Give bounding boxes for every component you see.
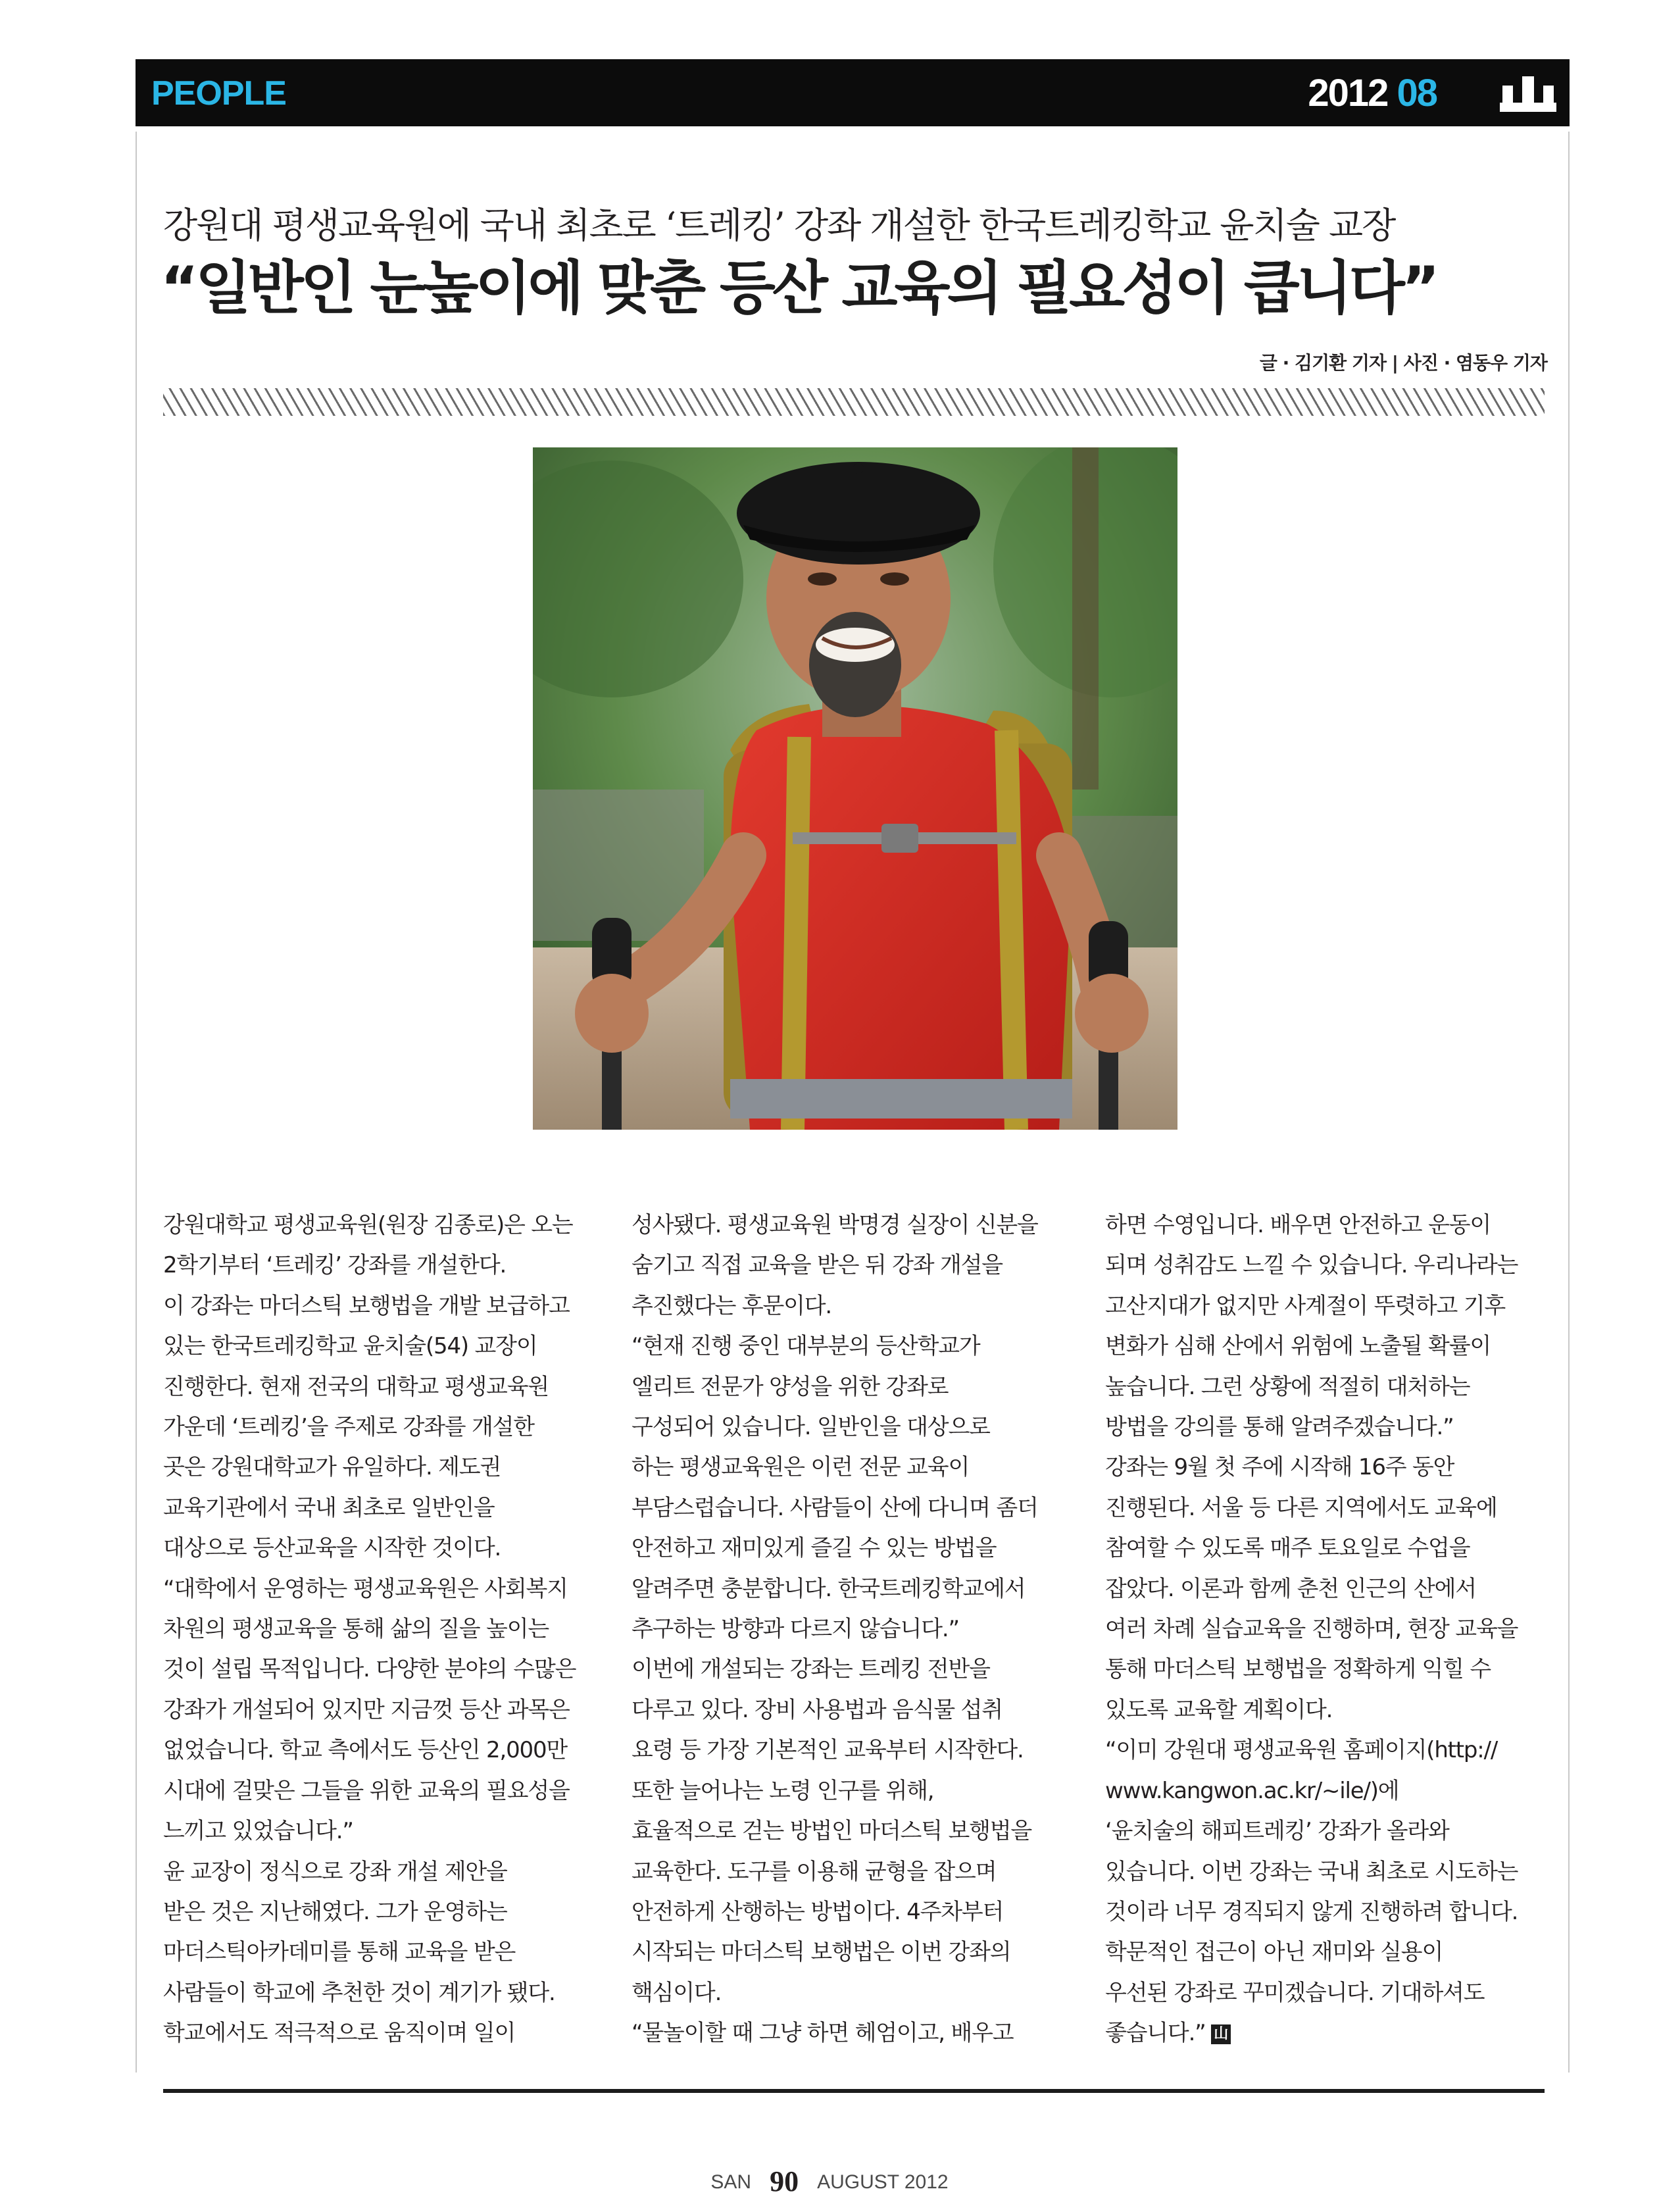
issue-month: 08: [1397, 72, 1437, 114]
mountain-logo-icon: [1500, 76, 1556, 114]
frame-line-right: [1568, 132, 1570, 2073]
issue-year: 2012: [1308, 72, 1388, 114]
page-footer: [0, 2165, 1659, 2198]
column-3-body: 하면 수영입니다. 배우면 안전하고 운동이 되며 성취감도 느낄 수 있습니다. 우리나라는 고산지대가 없지만 사계절이 뚜렷하고 기후 변화가 심해 산에서 위험에 노출될 확률이 높습니다. 그런 상황에 적절히 대처하는 방법을 강의를 통해 알려주겠습니다.” 강좌는 9월 첫 주에 시작해 16주 동안 진행된다. 서울 등 다른 지역에서도 교육에 참여할 수 있도록 매주 토요일로 수업을 잡았다. 이론과 함께 춘천 인근의 산에서 여러 차례 실습교육을 진행하며, 현장 교육을 통해 마더스틱 보행법을 정확하게 익힐 수 있도록 교육할 계획이다. “이미 강원대 평생교육원 홈페이지(http:// www.kangwon.ac.kr/~ile/)에 ‘윤치술의 해피트레킹’ 강좌가 올라와 있습니다. 이번 강좌는 국내 최초로 시도하는 것이라 너무 경직되지 않게 진행하려 합니다. 학문적인 접근이 아닌 재미와 실용이 우선된 강좌로 꾸미겠습니다. 기대하셔도 좋습니다.”: [1105, 1212, 1518, 2047]
article-column-3: [1105, 1205, 1559, 2074]
hatched-divider: [163, 388, 1545, 416]
article-subtitle: 강원대 평생교육원에 국내 최초로 ‘트레킹’ 강좌 개설한 한국트레킹학교 윤치술 교장: [163, 205, 1395, 246]
byline: 글 · 김기환 기자 | 사진 · 염동우 기자: [1259, 352, 1547, 374]
portrait-photo: [533, 447, 1177, 1130]
section-label: PEOPLE: [151, 74, 286, 113]
article-headline: “일반인 눈높이에 맞춘 등산 교육의 필요성이 큽니다”: [161, 254, 1437, 322]
issue-date: [1308, 71, 1502, 115]
column-2-text: 성사됐다. 평생교육원 박명경 실장이 신분을 숨기고 직접 교육을 받은 뒤 강좌 개설을 추진했다는 후문이다. “현재 진행 중인 대부분의 등산학교가 엘리트 전문가 양성을 위한 강좌로 구성되어 있습니다. 일반인을 대상으로 하는 평생교육원은 이런 전문 교육이 부담스럽습니다. 사람들이 산에 다니며 좀더 안전하고 재미있게 즐길 수 있는 방법을 알려주면 충분합니다. 한국트레킹학교에서 추구하는 방향과 다르지 않습니다.” 이번에 개설되는 강좌는 트레킹 전반을 다루고 있다. 장비 사용법과 음식물 섭취 요령 등 가장 기본적인 교육부터 시작한다. 또한 늘어나는 노령 인구를 위해, 효율적으로 걷는 방법인 마더스틱 보행법을 교육한다. 도구를 이용해 균형을 잡으며 안전하게 산행하는 방법이다. 4주차부터 시작되는 마더스틱 보행법은 이번 강좌의 핵심이다. “물놀이할 때 그냥 하면 헤엄이고, 배우고: [631, 1212, 1038, 2047]
column-1-text: 강원대학교 평생교육원(원장 김종로)은 오는 2학기부터 ‘트레킹’ 강좌를 개설한다. 이 강좌는 마더스틱 보행법을 개발 보급하고 있는 한국트레킹학교 윤치술(54) 교장이 진행한다. 현재 전국의 대학교 평생교육원 가운데 ‘트레킹’을 주제로 강좌를 개설한 곳은 강원대학교가 유일하다. 제도권 교육기관에서 국내 최초로 일반인을 대상으로 등산교육을 시작한 것이다. “대학에서 운영하는 평생교육원은 사회복지 차원의 평생교육을 통해 삶의 질을 높이는 것이 설립 목적입니다. 다양한 분야의 수많은 강좌가 개설되어 있지만 지금껏 등산 과목은 없었습니다. 학교 측에서도 등산인 2,000만 시대에 걸맞은 그들을 위한 교육의 필요성을 느끼고 있었습니다.” 윤 교장이 정식으로 강좌 개설 제안을 받은 것은 지난해였다. 그가 운영하는 마더스틱아카데미를 통해 교육을 받은 사람들이 학교에 추천한 것이 계기가 됐다. 학교에서도 적극적으로 움직이며 일이: [163, 1212, 576, 2047]
article-column-1: [163, 1205, 617, 2074]
article-column-2: [631, 1205, 1085, 2074]
page-number: 90: [770, 2165, 799, 2198]
footer-magazine: SAN: [710, 2171, 752, 2193]
frame-line-left: [136, 132, 137, 2073]
footer-date: AUGUST 2012: [817, 2171, 949, 2193]
column-3-text: [1105, 1205, 1559, 2054]
end-mark-icon: 山: [1211, 2024, 1231, 2044]
bottom-rule: [163, 2089, 1545, 2093]
